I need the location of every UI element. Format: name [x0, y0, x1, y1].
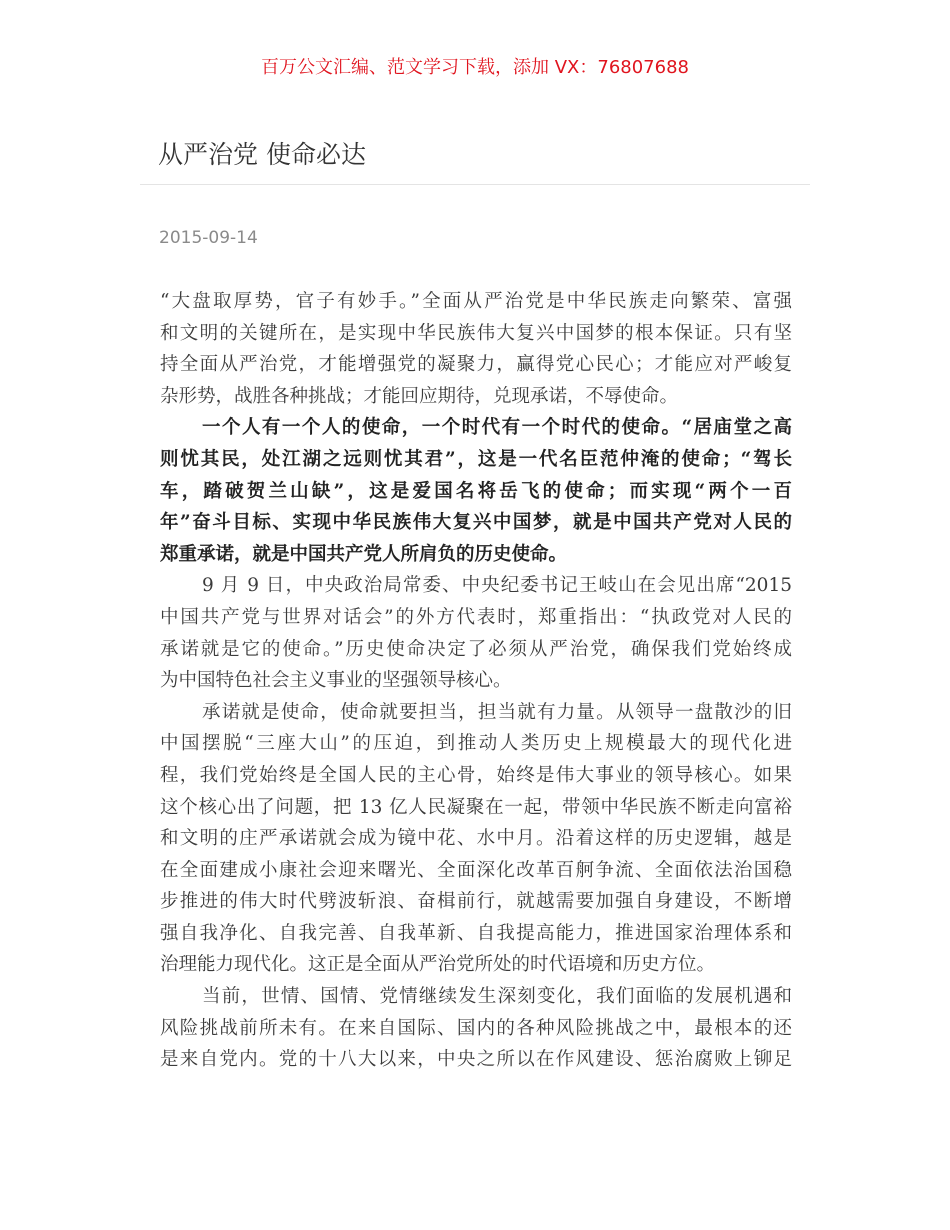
paragraph-line: 郑重承诺，就是中国共产党人所肩负的历史使命。 [160, 543, 568, 565]
paragraph-line: 一个人有一个人的使命，一个时代有一个时代的使命。“居庙堂之高 [202, 417, 792, 439]
paragraph-line: 治理能力现代化。这正是全面从严治党所处的时代语境和历史方位。 [160, 954, 716, 976]
bold-paragraph [160, 412, 792, 570]
paragraph-line: 步推进的伟大时代劈波斩浪、奋楫前行，就越需要加强自身建设，不断增 [160, 891, 792, 913]
paragraph-line: 承诺就是它的使命。”历史使命决定了必须从严治党，确保我们党始终成 [160, 638, 792, 660]
paragraph-line: 年”奋斗目标、实现中华民族伟大复兴中国梦，就是中国共产党对人民的 [160, 512, 792, 534]
paragraph-line: 风险挑战前所未有。在来自国际、国内的各种风险挑战之中，最根本的还 [160, 1017, 792, 1039]
paragraph-line: 承诺就是使命，使命就要担当，担当就有力量。从领导一盘散沙的旧 [202, 701, 792, 723]
paragraph [160, 697, 792, 981]
paragraph-line: “大盘取厚势，官子有妙手。”全面从严治党是中华民族走向繁荣、富强 [160, 291, 792, 312]
paragraph-line: 在全面建成小康社会迎来曙光、全面深化改革百舸争流、全面依法治国稳 [160, 859, 792, 881]
paragraph-line: 和文明的关键所在，是实现中华民族伟大复兴中国梦的根本保证。只有坚 [160, 322, 792, 344]
article-title: 从严治党 使命必达 [158, 140, 366, 169]
paragraph [160, 981, 792, 1076]
download-banner: 百万公文汇编、范文学习下载，添加 VX：76807688 [261, 57, 689, 78]
paragraph-line: 则忧其民，处江湖之远则忧其君”，这是一代名臣范仲淹的使命；“驾长 [160, 448, 792, 470]
paragraph-line: 杂形势，战胜各种挑战；才能回应期待，兑现承诺，不辱使命。 [160, 385, 679, 407]
paragraph-line: 为中国特色社会主义事业的坚强领导核心。 [160, 670, 512, 692]
paragraph-line: 车，踏破贺兰山缺”，这是爱国名将岳飞的使命；而实现“两个一百 [160, 480, 792, 502]
paragraph-line: 程，我们党始终是全国人民的主心骨，始终是伟大事业的领导核心。如果 [160, 764, 792, 786]
paragraph-line: 中国摆脱“三座大山”的压迫，到推动人类历史上规模最大的现代化进 [160, 733, 792, 755]
paragraph-line: 强自我净化、自我完善、自我革新、自我提高能力，推进国家治理体系和 [160, 922, 792, 944]
paragraph-line: 中国共产党与世界对话会”的外方代表时，郑重指出：“执政党对人民的 [160, 606, 792, 628]
paragraph-line: 9 月 9 日，中央政治局常委、中央纪委书记王岐山在会见出席“2015 [202, 575, 792, 597]
paragraph-line: 当前，世情、国情、党情继续发生深刻变化，我们面临的发展机遇和 [202, 986, 792, 1008]
paragraph-line: 持全面从严治党，才能增强党的凝聚力，赢得党心民心；才能应对严峻复 [160, 354, 792, 376]
title-divider [140, 184, 810, 185]
paragraph [160, 286, 792, 412]
paragraph [160, 570, 792, 696]
article-body [160, 286, 792, 1076]
paragraph-line: 和文明的庄严承诺就会成为镜中花、水中月。沿着这样的历史逻辑，越是 [160, 828, 792, 850]
paragraph-line: 是来自党内。党的十八大以来，中央之所以在作风建设、惩治腐败上铆足 [160, 1049, 792, 1071]
paragraph-line: 这个核心出了问题，把 13 亿人民凝聚在一起，带领中华民族不断走向富裕 [160, 796, 792, 818]
article-date: 2015-09-14 [159, 228, 258, 248]
